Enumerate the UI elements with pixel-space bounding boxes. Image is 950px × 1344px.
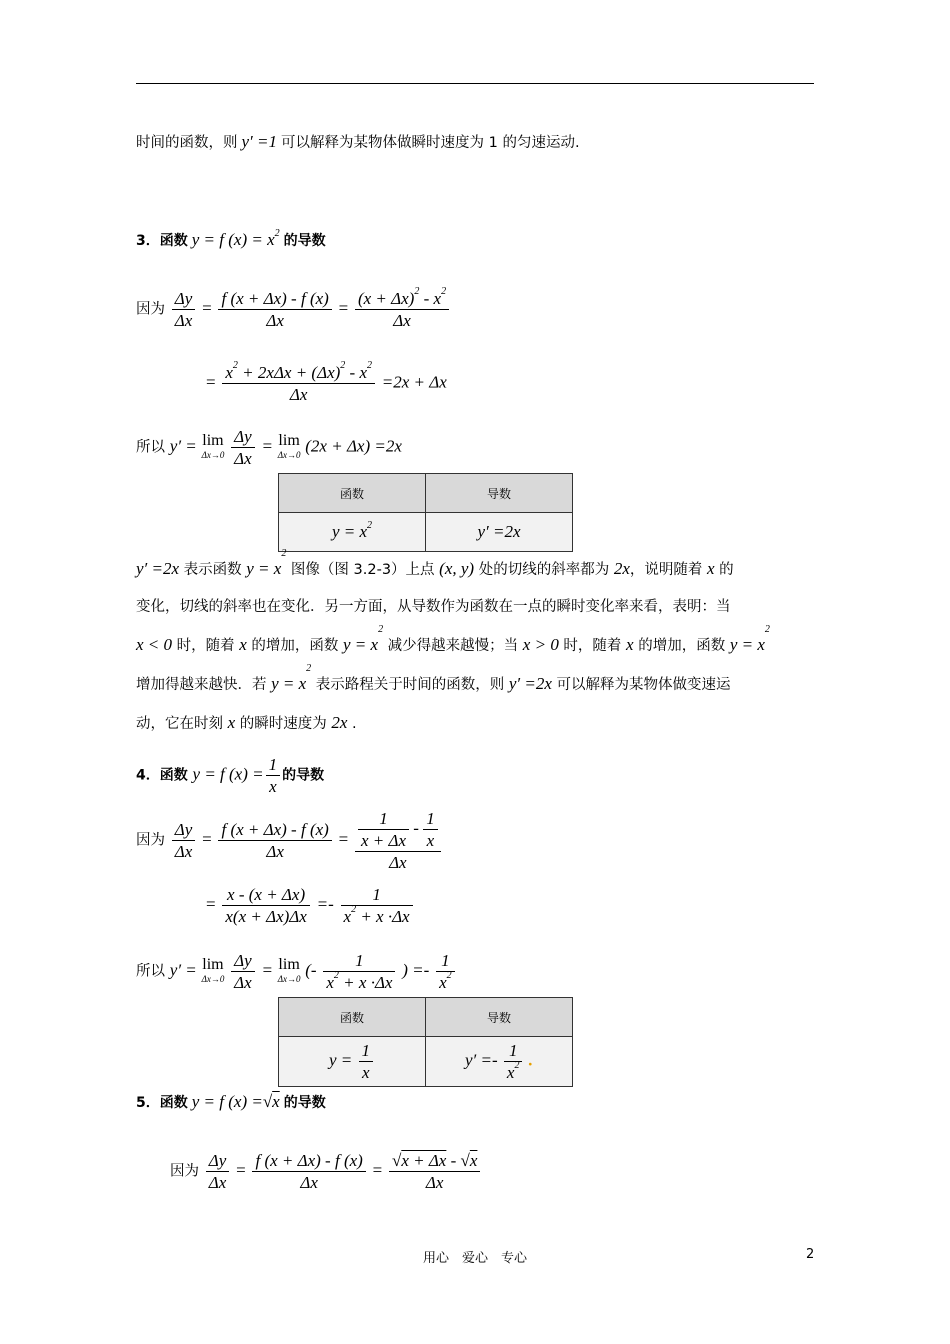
section5-heading-formula: y = f (x) =√x (191, 1092, 280, 1111)
delta-fraction: $\frac{\Delta y}{\Delta x}$ (172, 288, 196, 331)
section3-so: 所以 (136, 439, 165, 456)
table3-header-derivative: 导数 (426, 474, 573, 513)
section3-paragraph: y′ =2x 表示函数 $y = x^2$ 图像（图 3.2-3）上点 (x, y) 处的切线的斜率都为 2x，说明随着 x 的 变化，切线的斜率也在变化．另一方面，从导数作为函数在一点的瞬时变化率来看，表明：当 x < 0 时，随着 x 的增加，函数 $y = x^2$ 减少得越来越慢；当 x > 0 时，随着 x 的增加，函数 $y = x^2$ 增加得越来越快．若 $y = x^2$ 表示路程关于时间的函数，则 y′ =2x 可以解释为某物体做变速运 动，它在时刻 x 的瞬时速度为 2x . (136, 548, 770, 732)
section4-heading: 4．函数 y = f (x) = $\frac{1}{x}$ 的导数 (136, 755, 325, 796)
page-number: 2 (806, 1247, 815, 1262)
section3-limit-line: 所以 y′ = lim Δx→0 $\frac{\Delta y}{\Delta x}$ = lim Δx→0 (2x + Δx) =2x (136, 427, 402, 468)
section3-because: 因为 (136, 301, 165, 318)
section4-heading-fraction: $\frac{1}{x}$ (266, 754, 281, 797)
section4-heading-num: 4．函数 (136, 767, 188, 784)
intro-line (136, 131, 580, 152)
table4-header-derivative: 导数 (426, 998, 573, 1037)
table3-header-function: 函数 (279, 474, 426, 513)
difference-quotient: $\frac{f (x + \Delta x) - f (x)}{\Delta x}$ (218, 288, 331, 331)
section4-derivation-line2: = $\frac{x - (x + \Delta x)}{x(x + \Delta x)\Delta x}$ =- $\frac{1}{x^2 + x \cdot\Delta x}$ (206, 884, 415, 927)
section5-heading-num: 5．函数 (136, 1095, 188, 1111)
intro-formula: y′ =1 (241, 132, 277, 151)
section3-derivation-line1: 因为 $\frac{\Delta y}{\Delta x}$ = $\frac{f (x + \Delta x) - f (x)}{\Delta x}$ = $\frac{(x + \Delta x)^2 - x^2}{\Delta x}$ (136, 288, 451, 331)
expanded-fraction: $\frac{x^2 + 2x\Delta x + (\Delta x)^2 - x^2}{\Delta x}$ (222, 362, 375, 405)
table3-derivative-value: y′ =2x (426, 513, 573, 552)
section4-because: 因为 (136, 832, 165, 849)
section3-heading (136, 230, 326, 250)
section4-heading-suffix: 的导数 (282, 767, 325, 784)
section4-derivative-table (278, 997, 573, 1087)
intro-prefix: 时间的函数，则 (136, 135, 238, 151)
section3-heading-formula: y = f $(x) = x^2$ (191, 228, 280, 249)
section5-because: 因为 (170, 1163, 199, 1180)
expanded-quotient: $\frac{(x + \Delta x)^2 - x^2}{\Delta x}$ (355, 288, 449, 331)
section4-derivation-line1: 因为 $\frac{\Delta y}{\Delta x}$ = $\frac{f (x + \Delta x) - f (x)}{\Delta x}$ = $\frac{1}{x + \Delta x}$ - $\frac{1}{x}$ Δx (136, 808, 443, 873)
section5-heading-suffix: 的导数 (283, 1095, 326, 1111)
table4-header-function: 函数 (279, 998, 426, 1037)
section3-derivative-table (278, 473, 573, 552)
compound-fraction: $\frac{1}{x + \Delta x}$ - $\frac{1}{x}$ Δx (355, 808, 441, 873)
header-rule (136, 83, 814, 84)
table3-function-value: $y = x^2$ (279, 513, 426, 552)
section5-derivation-line1: 因为 $\frac{\Delta y}{\Delta x}$ = $\frac{f (x + \Delta x) - f (x)}{\Delta x}$ = $\frac{√x + \Delta x - √x}{\Delta x}$ (170, 1150, 482, 1193)
footer-slogan: 用心 爱心 专心 (422, 1251, 527, 1266)
table4-function-value: y = $\frac{1}{x}$ (279, 1037, 426, 1087)
section3-heading-suffix: 的导数 (283, 233, 326, 249)
section4-so: 所以 (136, 963, 165, 980)
table4-derivative-value: y′ =- $\frac{1}{x^2}$ . (426, 1037, 573, 1087)
section4-limit-line: 所以 y′ = lim Δx→0 $\frac{\Delta y}{\Delta x}$ = lim Δx→0 (- $\frac{1}{x^2 + x \cdot\Delta x}$ ) =- $\frac{1}{x^2}$ (136, 950, 457, 993)
section3-heading-num: 3．函数 (136, 233, 188, 249)
section3-derivation-line2: = $\frac{x^2 + 2x\Delta x + (\Delta x)^2 - x^2}{\Delta x}$ =2x + Δx (206, 360, 447, 404)
section5-heading (136, 1092, 326, 1112)
intro-suffix: 可以解释为某物体做瞬时速度为 1 的匀速运动. (281, 135, 580, 151)
